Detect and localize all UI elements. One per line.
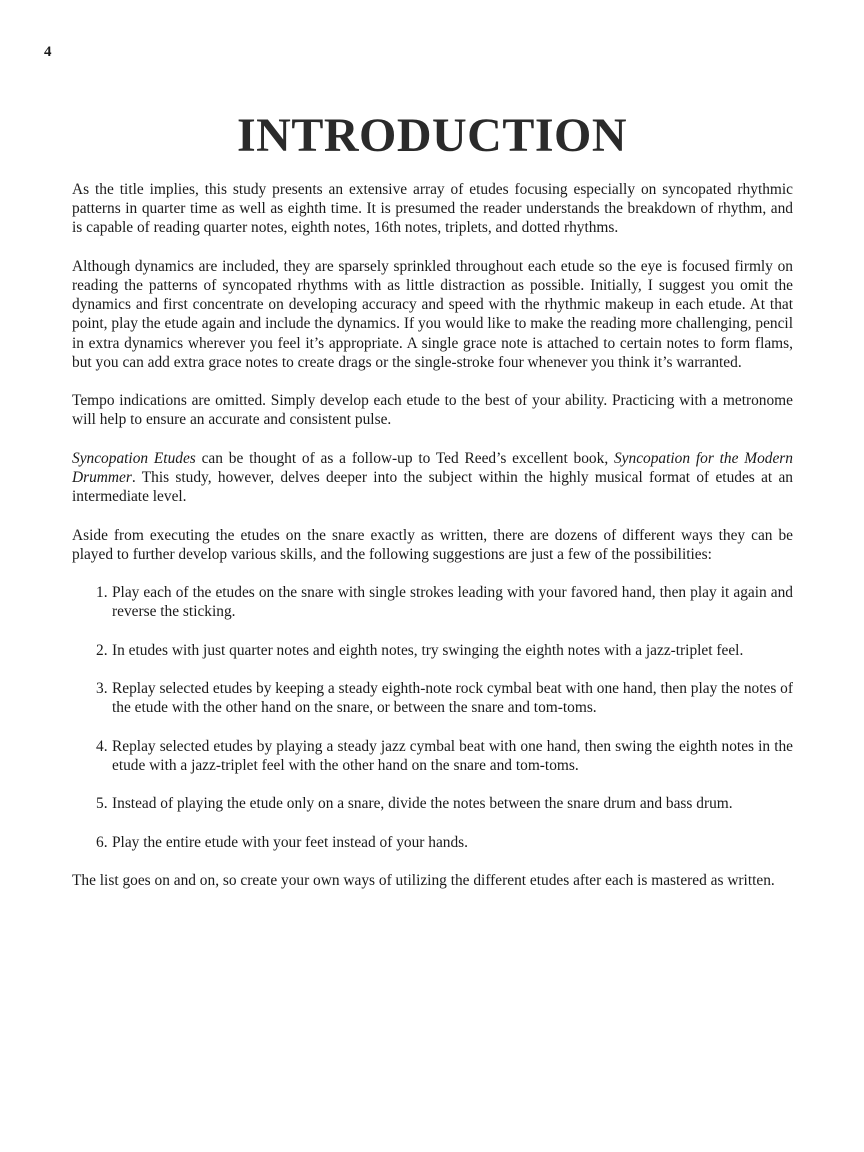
paragraph-dynamics: Although dynamics are included, they are sparsely sprinkled throughout each etude so the eye is focused firmly on reading the patterns of syncopated rhythms with as little distraction as possible. Initially, I suggest you omit the dynamics and first concentrate on developing accuracy and speed with the rhythmic makeup in each etude. At that point, play the etude again and include the dynamics. If you would like to make the reading more challenging, pencil in extra dynamics wherever you feel it’s appropriate. A single grace note is attached to certain notes to form flams, but you can add extra grace notes to create drags or the single-stroke four whenever you think it’s warranted. <box>72 257 793 371</box>
reference-book-title: Syncopation for the Modern Drummer <box>72 449 793 486</box>
page-number: 4 <box>44 44 52 60</box>
list-item-text: Instead of playing the etude only on a snare, divide the notes between the snare drum and bass drum. <box>112 795 733 813</box>
list-item-number: 2. <box>96 641 108 659</box>
list-item <box>72 794 793 813</box>
article-body <box>72 180 793 910</box>
list-item-text: Play the entire etude with your feet instead of your hands. <box>112 833 469 851</box>
list-item-number: 5. <box>96 795 108 813</box>
list-item-text: Replay selected etudes by playing a steady jazz cymbal beat with one hand, then swing the eighth notes in the etude with a jazz-triplet feel with the other hand on the snare and tom-toms. <box>112 737 793 774</box>
paragraph-syncopation-text-1: can be thought of as a follow-up to Ted Reed’s excellent book, <box>195 449 614 467</box>
list-item-text: Play each of the etudes on the snare with single strokes leading with your favored hand, then play it again and reverse the sticking. <box>112 584 793 621</box>
paragraph-closing: The list goes on and on, so create your own ways of utilizing the different etudes after each is mastered as written. <box>72 872 775 890</box>
paragraph-intro: As the title implies, this study presents an extensive array of etudes focusing especially on syncopated rhythmic patterns in quarter time as well as eighth time. It is presumed the reader understands the breakdown of rhythm, and is capable of reading quarter notes, eighth notes, 16th notes, triplets, and dotted rhythms. <box>72 181 793 237</box>
list-item-number: 6. <box>96 833 108 851</box>
list-item <box>72 679 793 717</box>
page-title: INTRODUCTION <box>236 109 628 162</box>
list-item <box>72 833 793 852</box>
list-item-number: 4. <box>96 737 108 755</box>
book-title: Syncopation Etudes <box>72 449 196 467</box>
list-item <box>72 583 793 621</box>
paragraph-syncopation-text-2: . This study, however, delves deeper into the subject within the highly musical format of etudes at an intermediate level. <box>72 469 793 506</box>
list-item-number: 1. <box>96 584 108 602</box>
list-item <box>72 737 793 775</box>
list-item-text: Replay selected etudes by keeping a steady eighth-note rock cymbal beat with one hand, then play the notes of the etude with the other hand on the snare, or between the snare and tom-toms. <box>112 680 793 717</box>
suggestions-list <box>72 583 793 852</box>
list-item-text: In etudes with just quarter notes and eighth notes, try swinging the eighth notes with a jazz-triplet feel. <box>112 641 744 659</box>
list-item-number: 3. <box>96 680 108 698</box>
paragraph-tempo: Tempo indications are omitted. Simply develop each etude to the best of your ability. Practicing with a metronome will help to ensure an accurate and consistent pulse. <box>72 392 793 429</box>
paragraph-suggestions-intro: Aside from executing the etudes on the snare exactly as written, there are dozens of different ways they can be played to further develop various skills, and the following suggestions are just a few of the possibilities: <box>72 526 793 563</box>
list-item <box>72 641 793 660</box>
paragraph-syncopation <box>72 449 793 507</box>
